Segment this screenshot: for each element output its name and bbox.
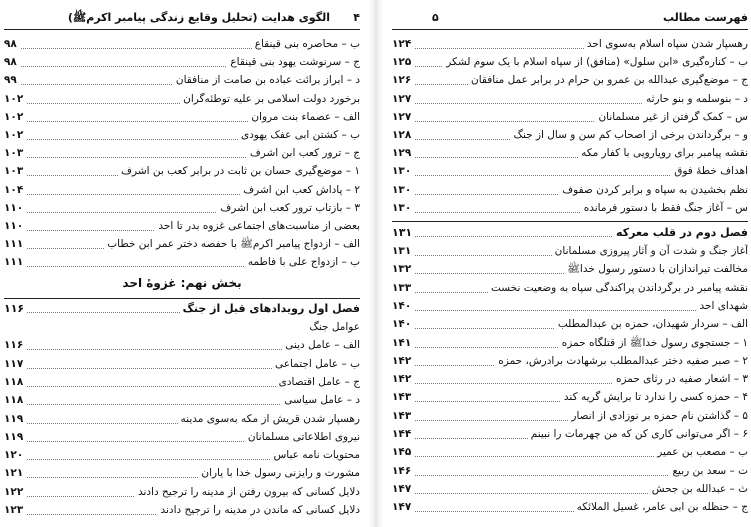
toc-entry-page: ۱۴۰ bbox=[392, 318, 414, 330]
toc-entry-title: نظم بخشیدن به سپاه و برابر کردن صفوف bbox=[559, 184, 748, 196]
toc-entry-page: ۱۱۹ bbox=[4, 431, 26, 443]
toc-entry-page: ۱۱۱ bbox=[4, 238, 26, 250]
toc-entry bbox=[4, 93, 360, 110]
toc-entry-page: ۱۴۳ bbox=[392, 391, 414, 403]
toc-entry bbox=[392, 38, 748, 55]
toc-entry-title: ۲ – پاداش کعب ابن اشرف bbox=[240, 184, 360, 196]
toc-entry-title: ج – موضع‌گیری عبدالله بن عمرو بن حرام در برابر عمل منافقان bbox=[468, 74, 748, 86]
toc-entry bbox=[392, 391, 748, 408]
page-gutter bbox=[368, 0, 384, 527]
toc-entry bbox=[392, 318, 748, 335]
left-header-title: الگوی هدایت (تحلیل وقایع زندگی پیامبر اکرمﷺ) bbox=[67, 11, 330, 24]
toc-entry-page: ۱۰۲ bbox=[4, 93, 26, 105]
toc-entry-title: ب – عامل اجتماعی bbox=[272, 358, 360, 370]
toc-entry-page: ۱۱۶ bbox=[4, 339, 26, 351]
toc-entry-title: ۶ – اگر می‌توانی کاری کن که من چهرمات را نبینم bbox=[528, 428, 748, 440]
toc-entry bbox=[392, 355, 748, 372]
toc-entry-page: ۱۲۷ bbox=[392, 93, 414, 105]
toc-entry-page: ۱۱۷ bbox=[4, 358, 26, 370]
toc-entry-page: ۱۲۲ bbox=[4, 486, 26, 498]
toc-entry bbox=[392, 147, 748, 164]
toc-entry-title: رهسپار شدن سپاه اسلام به‌سوی احد bbox=[584, 38, 748, 50]
toc-entry-title: ج – سرنوشت یهود بنی قینقاع bbox=[227, 56, 360, 68]
toc-entry-title: نیروی اطلاعاتی مسلمانان bbox=[245, 431, 360, 443]
toc-entry-page: ۱۲۴ bbox=[392, 38, 414, 50]
left-page bbox=[4, 0, 360, 527]
toc-entry-page: ۱۱۰ bbox=[4, 220, 26, 232]
toc-entry-title: دلایل کسانی که ماندن در مدینه را ترجیح دادند bbox=[157, 504, 360, 516]
toc-entry bbox=[4, 486, 360, 503]
toc-entry-title: نقشه پیامبر برای رویارویی با کفار مکه bbox=[578, 147, 748, 159]
toc-entry-page: ۱۲۳ bbox=[4, 504, 26, 516]
toc-entry bbox=[4, 358, 360, 375]
toc-entry-page: ۱۴۲ bbox=[392, 355, 414, 367]
toc-entry-title: مشورت و رایزنی رسول خدا با یاران bbox=[198, 467, 360, 479]
left-section-title: بخش نهم: غزوۀ احد bbox=[122, 276, 242, 290]
toc-entry-title: الف – عصماء بنت مروان bbox=[248, 111, 360, 123]
toc-entry bbox=[392, 263, 748, 280]
left-chapter-rule bbox=[4, 298, 360, 299]
toc-entry bbox=[4, 147, 360, 164]
toc-entry-title: الف – سردار شهیدان، حمزه بن عبدالمطلب bbox=[555, 318, 748, 330]
toc-entry-page: ۹۸ bbox=[4, 56, 20, 68]
toc-entry-title: ۲ – صبر صفیه دختر عبدالمطلب برشهادت برادرش، حمزه bbox=[495, 355, 748, 367]
toc-entry-page: ۱۳۱ bbox=[392, 245, 414, 257]
toc-entry bbox=[392, 446, 748, 463]
toc-entry-title: مخالفت تیراندازان با دستور رسول خداﷺ bbox=[564, 263, 748, 278]
left-header-rule bbox=[4, 29, 360, 30]
toc-entry-title: ت – سعد بن ربیع bbox=[669, 465, 748, 477]
toc-entry-title: بعضی از مناسبت‌های اجتماعی غزوه بدر تا احد bbox=[155, 220, 360, 232]
right-chapter-rule bbox=[392, 221, 748, 222]
toc-entry-page: ۱۴۳ bbox=[392, 410, 414, 422]
right-header-rule bbox=[392, 29, 748, 30]
toc-entry-page: ۱۱۱ bbox=[4, 256, 26, 268]
toc-entry-page: ۱۴۷ bbox=[392, 501, 414, 513]
right-page bbox=[392, 0, 748, 527]
toc-entry-title: ث – عبدالله بن جحش bbox=[649, 483, 748, 495]
toc-entry bbox=[392, 501, 748, 518]
toc-entry-page: ۱۰۳ bbox=[4, 165, 26, 177]
toc-entry bbox=[392, 56, 748, 73]
toc-entry-page: ۱۲۶ bbox=[392, 74, 414, 86]
toc-entry-page: ۱۴۲ bbox=[392, 373, 414, 385]
toc-entry bbox=[4, 238, 360, 255]
toc-entry-title: ب – کناره‌گیری «ابن سلول» (منافق) از سپاه اسلام با یک سوم لشکر bbox=[443, 56, 748, 68]
toc-entry-title: الف – عامل دینی bbox=[282, 339, 360, 351]
toc-entry-title: ب – ازدواج علی با فاطمه bbox=[245, 256, 360, 268]
toc-entry-page: ۱۲۱ bbox=[4, 467, 26, 479]
toc-entry bbox=[392, 483, 748, 500]
toc-entry-page: ۱۴۶ bbox=[392, 465, 414, 477]
toc-entry bbox=[392, 373, 748, 390]
toc-entry bbox=[392, 184, 748, 201]
left-chapter-title: فصل اول رویدادهای قبل از جنگ bbox=[180, 302, 360, 315]
left-page-number: ۴ bbox=[353, 11, 360, 24]
toc-entry-page: ۱۳۲ bbox=[392, 263, 414, 275]
toc-entry-page: ۱۲۵ bbox=[392, 56, 414, 68]
toc-entry-title: ۱ – جستجوی رسول خداﷺ از قتلگاه حمزه bbox=[559, 337, 748, 352]
toc-entry bbox=[392, 93, 748, 110]
toc-entry bbox=[4, 129, 360, 146]
toc-entry-page: ۱۱۸ bbox=[4, 394, 26, 406]
toc-entry bbox=[4, 339, 360, 356]
right-chapter-row bbox=[392, 226, 748, 243]
toc-entry-page: ۹۹ bbox=[4, 74, 20, 86]
toc-entry bbox=[4, 184, 360, 201]
toc-entry bbox=[4, 111, 360, 128]
toc-entry bbox=[4, 467, 360, 484]
toc-entry-page: ۱۴۰ bbox=[392, 300, 414, 312]
toc-entry-page: ۱۴۷ bbox=[392, 483, 414, 495]
toc-entry-title: و – برگرداندن برخی از اصحاب کم سن و سال از جنگ bbox=[511, 129, 748, 141]
toc-entry-page: ۱۳۳ bbox=[392, 282, 414, 294]
toc-entry bbox=[4, 38, 360, 55]
toc-entry bbox=[4, 413, 360, 430]
toc-entry bbox=[4, 202, 360, 219]
leader-dots bbox=[392, 310, 748, 311]
toc-entry bbox=[392, 111, 748, 128]
toc-entry-title: د – ابراز برائت عباده بن صامت از منافقان bbox=[173, 74, 360, 86]
toc-entry bbox=[4, 394, 360, 411]
toc-entry-title: ۱ – موضع‌گیری حسان بن ثابت در برابر کعب بن اشرف bbox=[118, 165, 360, 177]
toc-entry-title: ۴ – حمزه کسی را ندارد تا برایش گریه کند bbox=[561, 391, 748, 403]
toc-entry bbox=[4, 165, 360, 182]
toc-entry-page: ۱۳۰ bbox=[392, 202, 414, 214]
toc-entry-page: ۱۲۷ bbox=[392, 111, 414, 123]
toc-entry bbox=[4, 376, 360, 393]
toc-entry-title: ۳ – بازتاب ترور کعب ابن اشرف bbox=[217, 202, 360, 214]
toc-entry-page: ۱۰۴ bbox=[4, 184, 26, 196]
toc-entry bbox=[392, 129, 748, 146]
left-chapter-number: ۱۱۶ bbox=[4, 302, 27, 315]
toc-entry-title: ب – محاصره بنی قینقاع bbox=[252, 38, 360, 50]
toc-entry bbox=[4, 449, 360, 466]
toc-entry bbox=[392, 410, 748, 427]
toc-entry-title: رهسپار شدن قریش از مکه به‌سوی مدینه bbox=[178, 413, 360, 425]
left-chapter-row bbox=[4, 302, 360, 319]
toc-entry bbox=[392, 300, 748, 317]
toc-entry-page: ۱۴۱ bbox=[392, 337, 414, 349]
toc-entry bbox=[392, 245, 748, 262]
toc-entry-title: دلایل کسانی که بیرون رفتن از مدینه را ترجیح دادند bbox=[135, 486, 360, 498]
toc-entry-title: برخورد دولت اسلامی بر علیه توطئه‌گران bbox=[180, 93, 360, 105]
right-page-number: ۵ bbox=[432, 11, 439, 24]
toc-entry bbox=[4, 256, 360, 273]
toc-entry bbox=[4, 74, 360, 91]
toc-entry-page: ۱۰۲ bbox=[4, 111, 26, 123]
toc-entry bbox=[392, 337, 748, 354]
toc-entry-title: ۵ – گذاشتن نام حمزه بر نوزادی از انصار bbox=[568, 410, 748, 422]
toc-entry-page: ۱۴۴ bbox=[392, 428, 414, 440]
toc-entry-page: ۱۳۰ bbox=[392, 184, 414, 196]
toc-entry bbox=[392, 282, 748, 299]
right-page-header bbox=[392, 11, 748, 27]
toc-entry-page: ۱۴۵ bbox=[392, 446, 414, 458]
toc-entry bbox=[392, 165, 748, 182]
toc-entry-title: الف – ازدواج پیامبر اکرمﷺ با حفصه دختر عمر ابن خطاب bbox=[104, 238, 360, 253]
toc-entry bbox=[4, 504, 360, 521]
toc-entry bbox=[4, 431, 360, 448]
toc-entry-title: محتویات نامه عباس bbox=[270, 449, 360, 461]
left-page-header bbox=[4, 11, 360, 27]
toc-entry bbox=[4, 56, 360, 73]
toc-entry-page: ۱۲۰ bbox=[4, 449, 26, 461]
toc-entry-title: ۳ – اشعار صفیه در رثای حمزه bbox=[613, 373, 748, 385]
toc-entry-page: ۱۲۸ bbox=[392, 129, 414, 141]
toc-entry-page: ۱۱۹ bbox=[4, 413, 26, 425]
toc-entry-title: عوامل جنگ bbox=[306, 321, 360, 333]
toc-entry-page: ۱۰۳ bbox=[4, 147, 26, 159]
toc-entry bbox=[4, 321, 360, 338]
toc-entry-page: ۱۰۲ bbox=[4, 129, 26, 141]
right-chapter-title: فصل دوم در قلب معرکه bbox=[613, 226, 748, 239]
toc-entry-page: ۱۲۹ bbox=[392, 147, 414, 159]
toc-entry-title: ج – ترور کعب ابن اشرف bbox=[247, 147, 360, 159]
toc-entry bbox=[392, 465, 748, 482]
toc-entry-page: ۱۳۰ bbox=[392, 165, 414, 177]
toc-entry-title: س – آغاز جنگ فقط با دستور فرمانده bbox=[581, 202, 748, 214]
right-header-title: فهرست مطالب bbox=[662, 11, 748, 24]
toc-entry-title: ج – عامل اقتصادی bbox=[276, 376, 360, 388]
right-chapter-number: ۱۳۱ bbox=[392, 226, 415, 239]
toc-entry bbox=[4, 220, 360, 237]
toc-entry-page: ۱۱۸ bbox=[4, 376, 26, 388]
toc-entry-title: س – کمک گرفتن از غیر مسلمانان bbox=[595, 111, 748, 123]
toc-entry-title: د – عامل سیاسی bbox=[281, 394, 360, 406]
toc-entry bbox=[392, 202, 748, 219]
toc-entry-title: ب – کشتن ابی عفک یهودی bbox=[238, 129, 360, 141]
toc-entry-title: شهدای احد bbox=[696, 300, 748, 312]
toc-entry-page: ۹۸ bbox=[4, 38, 20, 50]
toc-entry-title: اهداف خطۀ فوق bbox=[671, 165, 748, 177]
toc-entry-title: ج – حنظله بن ابی عامر، غسیل الملائکه bbox=[574, 501, 748, 513]
toc-entry-title: د – بنوسلمه و بنو حارثه bbox=[643, 93, 748, 105]
toc-entry bbox=[392, 428, 748, 445]
toc-entry bbox=[392, 74, 748, 91]
toc-entry-page: ۱۱۰ bbox=[4, 202, 26, 214]
toc-entry-title: نقشه پیامبر در برگرداندن پراکندگی سپاه به وضعیت نخست bbox=[488, 282, 748, 294]
toc-entry-title: ب – مصعب بن عمیر bbox=[654, 446, 748, 458]
toc-entry-title: آغاز جنگ و شدت آن و آثار پیروزی مسلمانان bbox=[552, 245, 748, 257]
